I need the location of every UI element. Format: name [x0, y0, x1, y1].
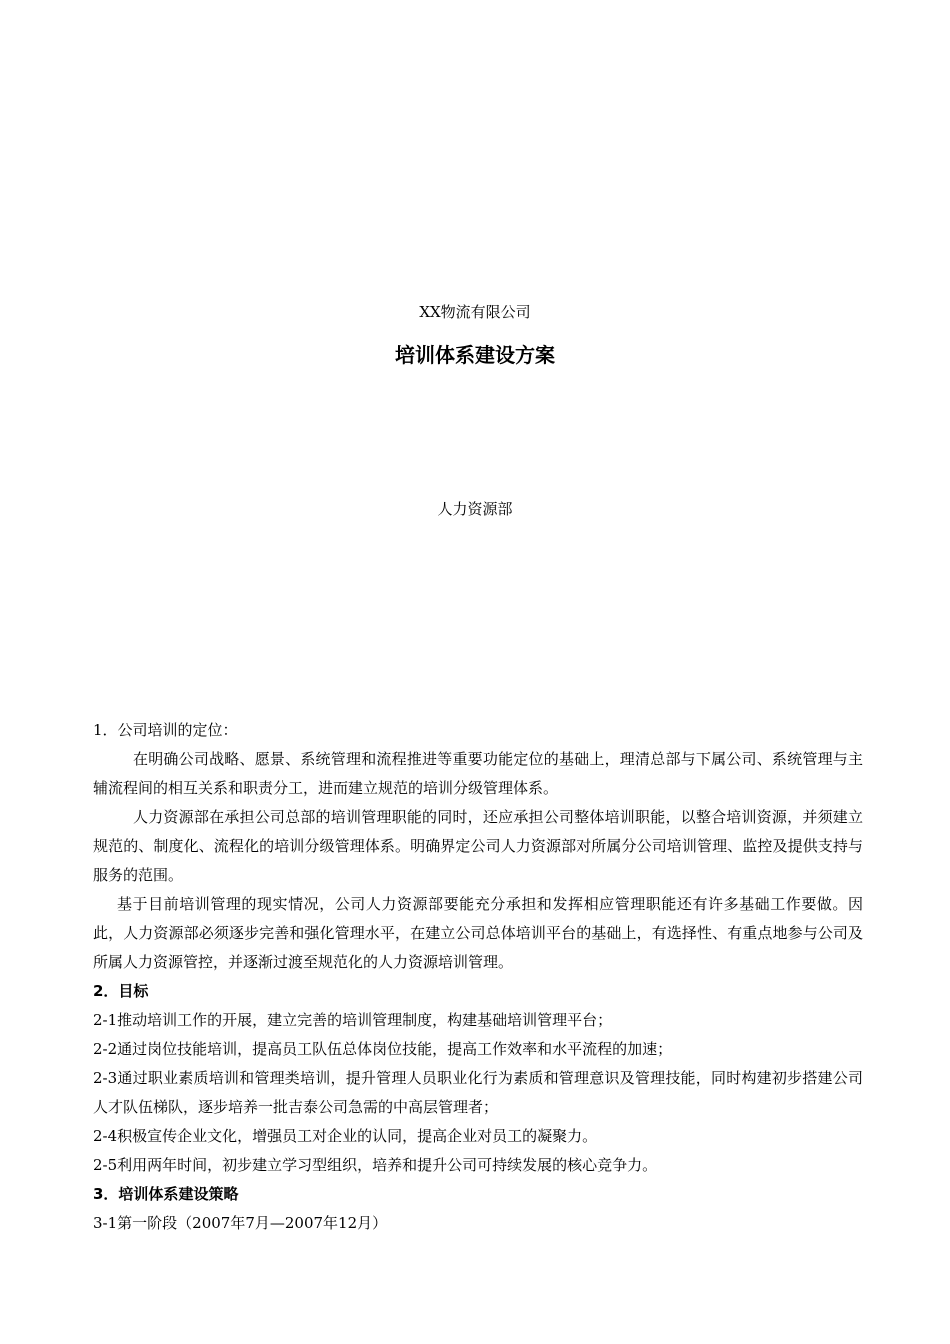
goal-item-2: 2-2通过岗位技能培训，提高员工队伍总体岗位技能，提高工作效率和水平流程的加速；	[93, 1040, 673, 1058]
section-2-heading: 2．目标	[93, 982, 149, 1000]
goal-item-5: 2-5利用两年时间，初步建立学习型组织，培养和提升公司可持续发展的核心竞争力。	[93, 1156, 658, 1174]
section-3-heading: 3．培训体系建设策略	[93, 1185, 239, 1203]
section-1-paragraph-1: 在明确公司战略、愿景、系统管理和流程推进等重要功能定位的基础上，理清总部与下属公司、系统管理与主辅流程间的相互关系和职责分工，进而建立规范的培训分级管理体系。	[93, 750, 863, 797]
company-name: XX物流有限公司	[419, 303, 531, 321]
phase-1-heading: 3-1第一阶段（2007年7月—2007年12月）	[93, 1214, 388, 1232]
goal-item-1: 2-1推动培训工作的开展，建立完善的培训管理制度，构建基础培训管理平台；	[93, 1011, 613, 1029]
goal-item-4: 2-4积极宣传企业文化，增强员工对企业的认同，提高企业对员工的凝聚力。	[93, 1127, 598, 1145]
department-name: 人力资源部	[437, 500, 513, 518]
section-1-paragraph-2: 人力资源部在承担公司总部的培训管理职能的同时，还应承担公司整体培训职能，以整合培训资源，并须建立规范的、制度化、流程化的培训分级管理体系。明确界定公司人力资源部对所属分公司培训管理、监控及提供支持与服务的范围。	[93, 808, 863, 884]
document-title: 培训体系建设方案	[395, 343, 555, 367]
section-1-heading: 1．公司培训的定位：	[93, 721, 238, 739]
goal-item-3: 2-3通过职业素质培训和管理类培训，提升管理人员职业化行为素质和管理意识及管理技能，同时构建初步搭建公司人才队伍梯队，逐步培养一批吉泰公司急需的中高层管理者；	[93, 1069, 863, 1116]
document-body	[93, 716, 863, 1238]
section-1-paragraph-3: 基于目前培训管理的现实情况，公司人力资源部要能充分承担和发挥相应管理职能还有许多基础工作要做。因此，人力资源部必须逐步完善和强化管理水平，在建立公司总体培训平台的基础上，有选择性、有重点地参与公司及所属人力资源管控，并逐渐过渡至规范化的人力资源培训管理。	[93, 895, 863, 971]
